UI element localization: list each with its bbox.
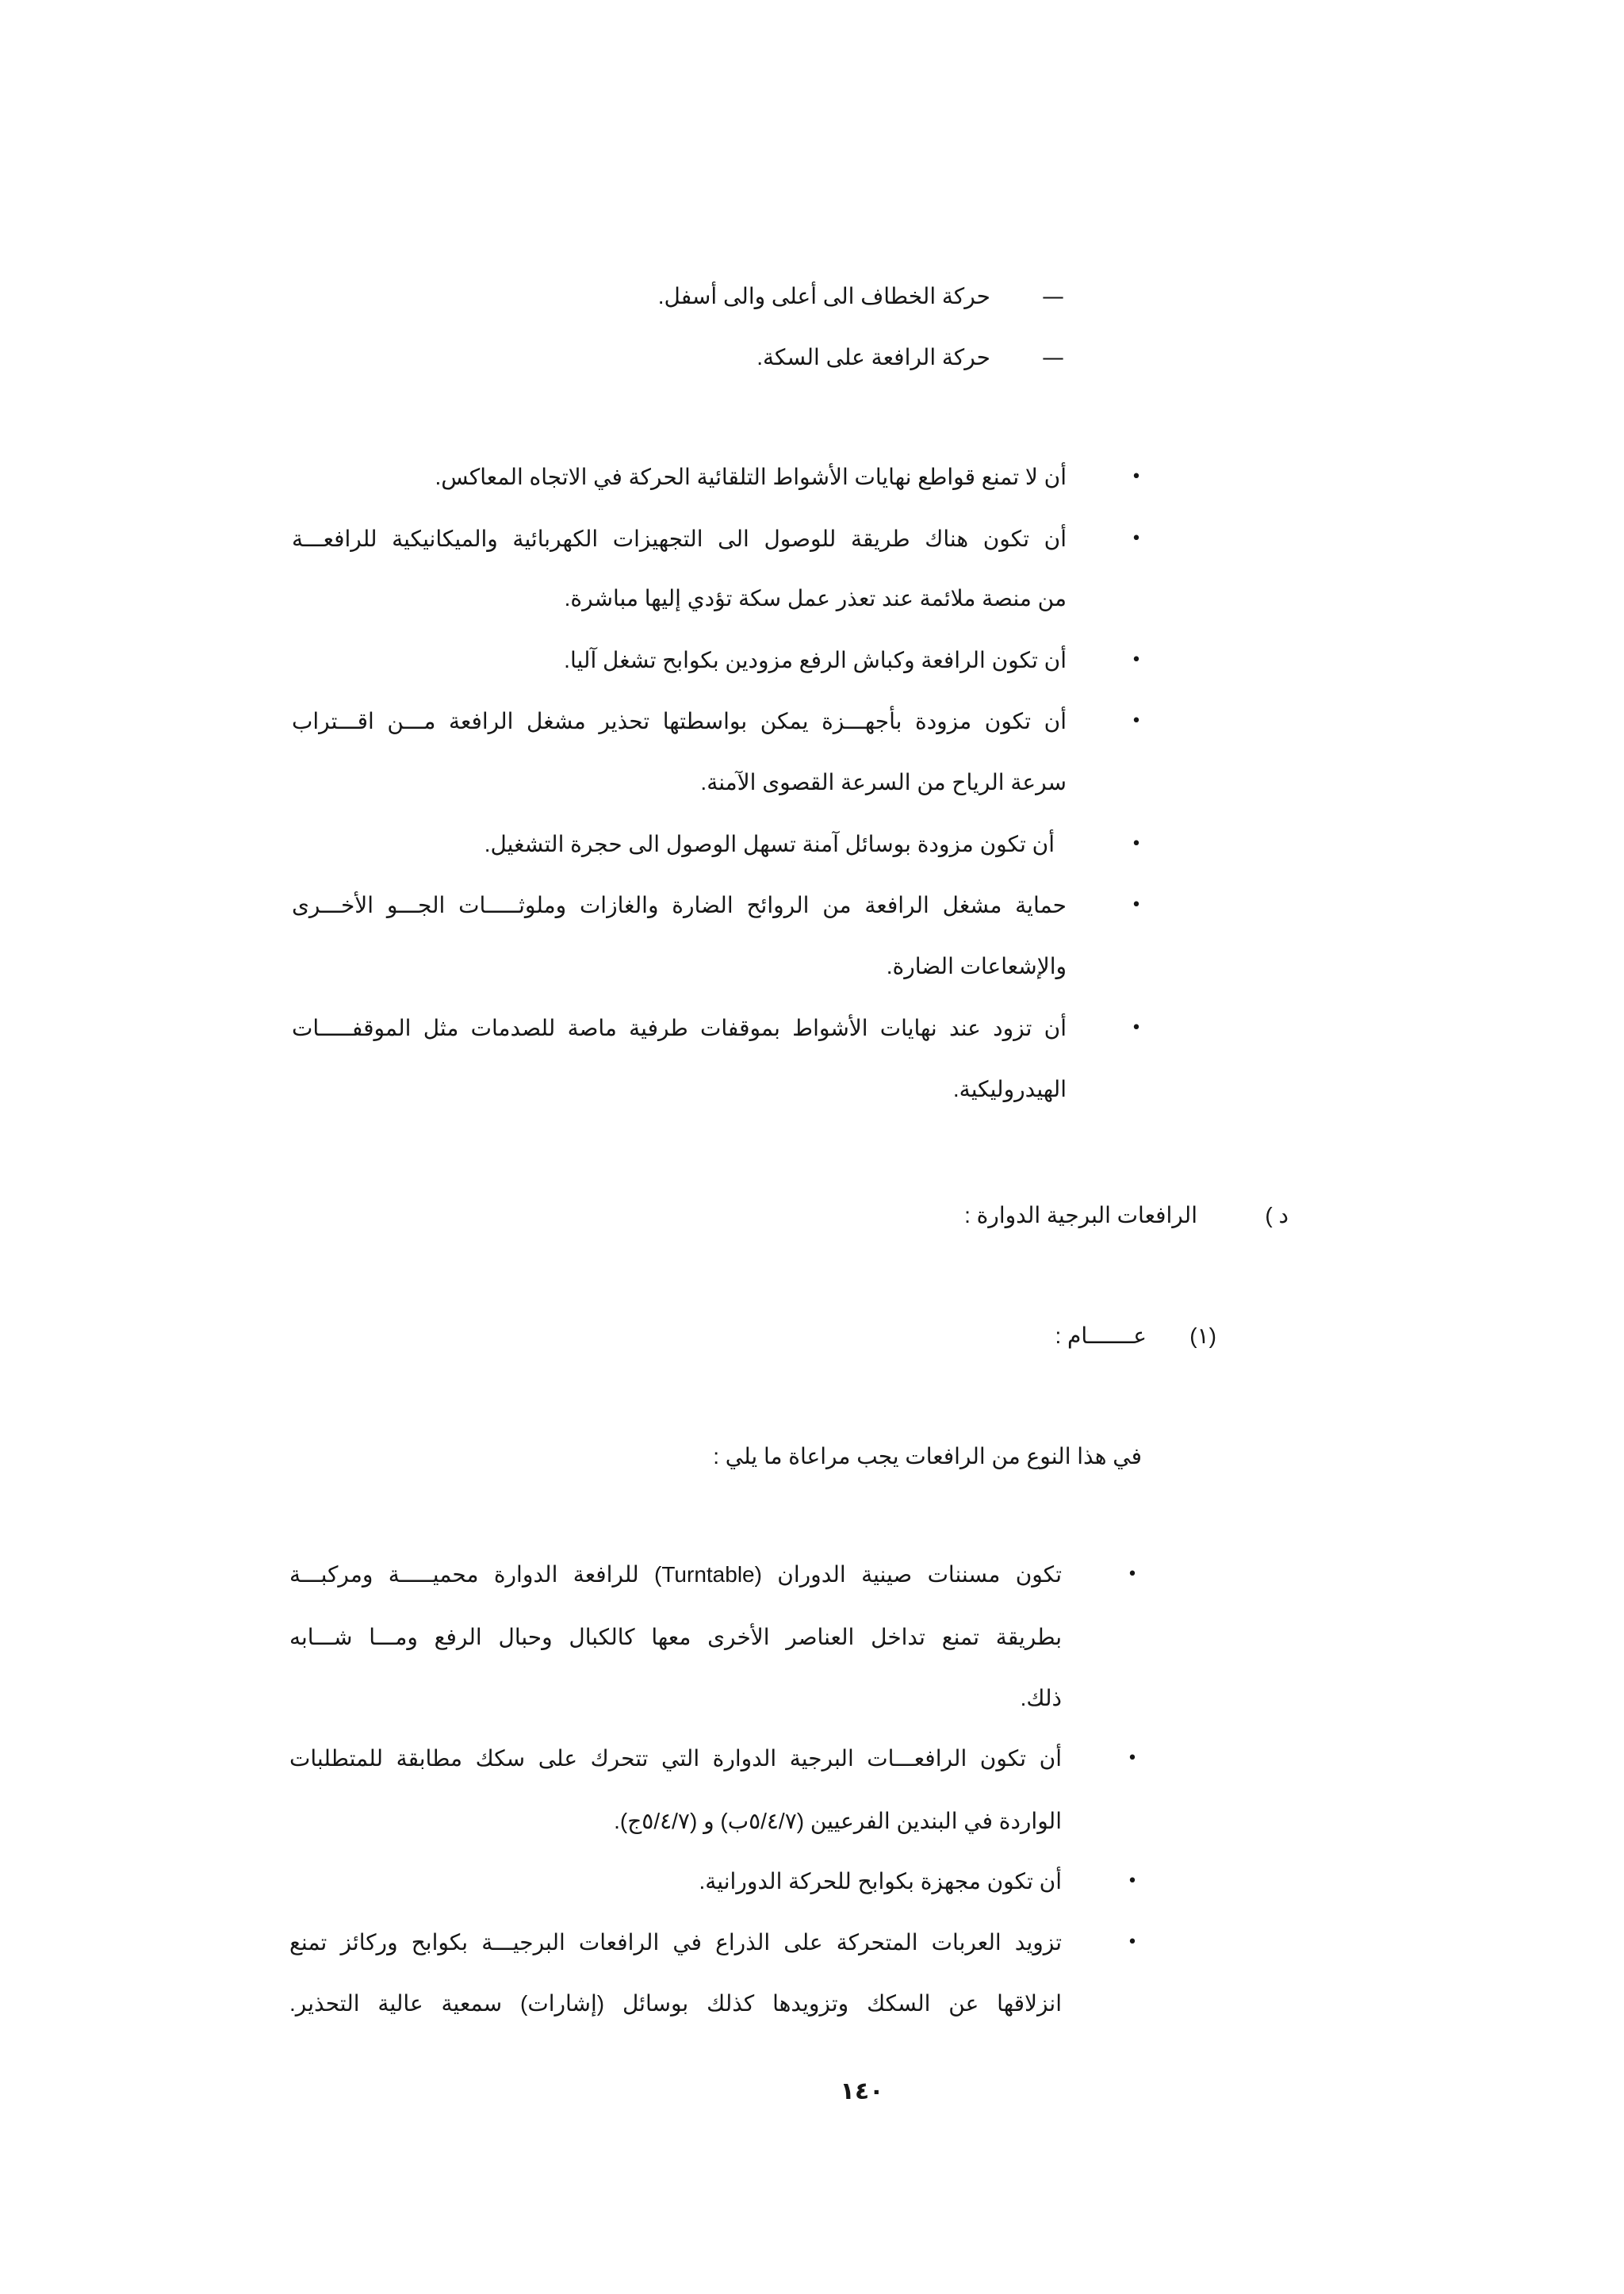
bullet-line: تزويد العربات المتحركة على الذراع في الرافعات البرجيـــة بكوابح وركائز تمنع (289, 1930, 1062, 1955)
subsection-label: (١) (1189, 1323, 1216, 1348)
bullet-line: أن تكون الرافعة وكباش الرفع مزودين بكوابح تشغل آليا. (564, 648, 1067, 672)
bullet-line: أن تكون مجهزة بكوابح للحركة الدورانية. (699, 1869, 1062, 1894)
bullet-line: حماية مشغل الرافعة من الروائح الضارة والغازات وملوثـــــات الجـــو الأخـــرى (292, 893, 1067, 917)
bullet-marker: • (1131, 895, 1142, 915)
bullet-marker: • (1127, 1871, 1138, 1891)
intro-paragraph: في هذا النوع من الرافعات يجب مراعاة ما يلي : (713, 1444, 1142, 1469)
bullet-line: أن تكون هناك طريقة للوصول الى التجهيزات الكهربائية والميكانيكية للرافعـــة (292, 527, 1067, 551)
bullet-line: أن تكون مزودة بوسائل آمنة تسهل الوصول الى حجرة التشغيل. (484, 832, 1055, 856)
section-label: د ) (1265, 1203, 1289, 1227)
dash-item-text: حركة الرافعة على السكة. (756, 345, 990, 370)
bullet-marker: • (1131, 834, 1142, 854)
bullet-marker: • (1131, 650, 1142, 670)
bullet-line: سرعة الرياح من السرعة القصوى الآمنة. (700, 770, 1067, 795)
bullet-marker: • (1131, 711, 1142, 731)
page-number: ١٤٠ (840, 2078, 884, 2105)
section-title: الرافعات البرجية الدوارة : (964, 1203, 1197, 1227)
bullet-marker: • (1131, 1018, 1142, 1038)
bullet-line: تكون مسننات صينية الدوران (Turntable) للرافعة الدوارة محميـــــة ومركبـــة (289, 1562, 1062, 1587)
bullet-marker: • (1131, 467, 1142, 487)
bullet-line: ذلك. (1020, 1686, 1062, 1710)
bullet-line: والإشعاعات الضارة. (886, 954, 1067, 978)
bullet-line: أن تكون الرافعـــات البرجية الدوارة التي تتحرك على سكك مطابقة للمتطلبات (289, 1746, 1062, 1771)
bullet-line: أن تزود عند نهايات الأشواط بموقفات طرفية ماصة للصدمات مثل الموقفـــــات (292, 1016, 1067, 1040)
bullet-line: انزلاقها عن السكك وتزويدها كذلك بوسائل (إشارات) سمعية عالية التحذير. (289, 1991, 1062, 2016)
bullet-line: أن لا تمنع قواطع نهايات الأشواط التلقائية الحركة في الاتجاه المعاكس. (435, 465, 1067, 489)
bullet-marker: • (1131, 529, 1142, 549)
bullet-marker: • (1127, 1564, 1138, 1584)
dash-item-text: حركة الخطاف الى أعلى والى أسفل. (657, 284, 990, 308)
bullet-line: من منصة ملائمة عند تعذر عمل سكة تؤدي إليها مباشرة. (564, 586, 1067, 611)
bullet-line: أن تكون مزودة بأجهـــزة يمكن بواسطتها تحذير مشغل الرافعة مـــن اقـــتراب (292, 709, 1067, 733)
bullet-line: بطريقة تمنع تداخل العناصر الأخرى معها كالكبال وحبال الرفع ومـــا شـــابه (289, 1625, 1062, 1649)
dash-marker: — (1042, 344, 1064, 370)
bullet-line: الواردة في البندين الفرعيين (٥/٤/٧ب) و (٥/٤/٧ج). (614, 1809, 1062, 1833)
bullet-marker: • (1127, 1748, 1138, 1768)
dash-marker: — (1042, 283, 1064, 309)
bullet-marker: • (1127, 1932, 1138, 1952)
subsection-title: عـــــــام : (1055, 1323, 1147, 1348)
bullet-line: الهيدروليكية. (952, 1077, 1067, 1101)
